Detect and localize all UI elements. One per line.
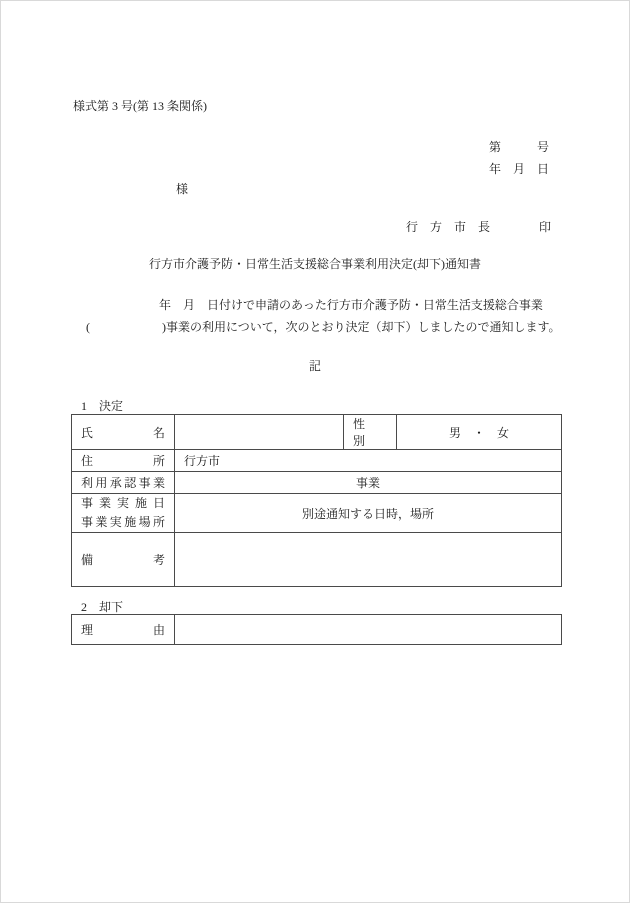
address-value-cell: 行方市 [175, 450, 562, 472]
table-row [72, 494, 562, 533]
document-number-line: 第 号 [488, 140, 549, 154]
separator-ki: 記 [308, 359, 321, 373]
mayor-name: 行 方 市 長 [406, 220, 491, 234]
body-text-line1: 年 月 日付けで申請のあった行方市介護予防・日常生活支援総合事業 [159, 298, 543, 312]
section1-heading: 1 決定 [81, 399, 124, 413]
body-text-line2: ( )事業の利用について，次のとおり決定（却下）しましたので通知します。 [86, 320, 561, 334]
name-value-cell [175, 415, 344, 450]
table-row [72, 533, 562, 587]
table-row [72, 450, 562, 472]
schedule-label-line2: 事業実施場所 [81, 515, 165, 529]
date-line: 年 月 日 [488, 162, 549, 176]
reason-value-cell [175, 615, 562, 645]
approved-business-label: 利用承認事業 [72, 472, 175, 494]
schedule-label [72, 494, 175, 533]
decision-table [71, 414, 562, 587]
table-row [72, 472, 562, 494]
addressee-suffix: 様 [176, 182, 189, 196]
seal-mark: 印 [538, 220, 551, 234]
gender-label: 性 別 [344, 415, 397, 450]
address-label: 住 所 [72, 450, 175, 472]
reason-label: 理 由 [72, 615, 175, 645]
section2-heading: 2 却下 [81, 600, 124, 614]
approved-business-value-cell: 事業 [175, 472, 562, 494]
table-row [72, 415, 562, 450]
form-number: 様式第 3 号(第 13 条関係) [73, 99, 207, 113]
remarks-label: 備 考 [72, 533, 175, 587]
rejection-table [71, 614, 562, 645]
schedule-label-line1: 事業実施日 [81, 496, 165, 510]
name-label: 氏 名 [72, 415, 175, 450]
document-title: 行方市介護予防・日常生活支援総合事業利用決定(却下)通知書 [149, 257, 481, 271]
table-row [72, 615, 562, 645]
schedule-value-cell: 別途通知する日時，場所 [175, 494, 562, 533]
issuer-line [406, 218, 551, 235]
remarks-value-cell [175, 533, 562, 587]
gender-value-cell: 男 ・ 女 [397, 415, 562, 450]
